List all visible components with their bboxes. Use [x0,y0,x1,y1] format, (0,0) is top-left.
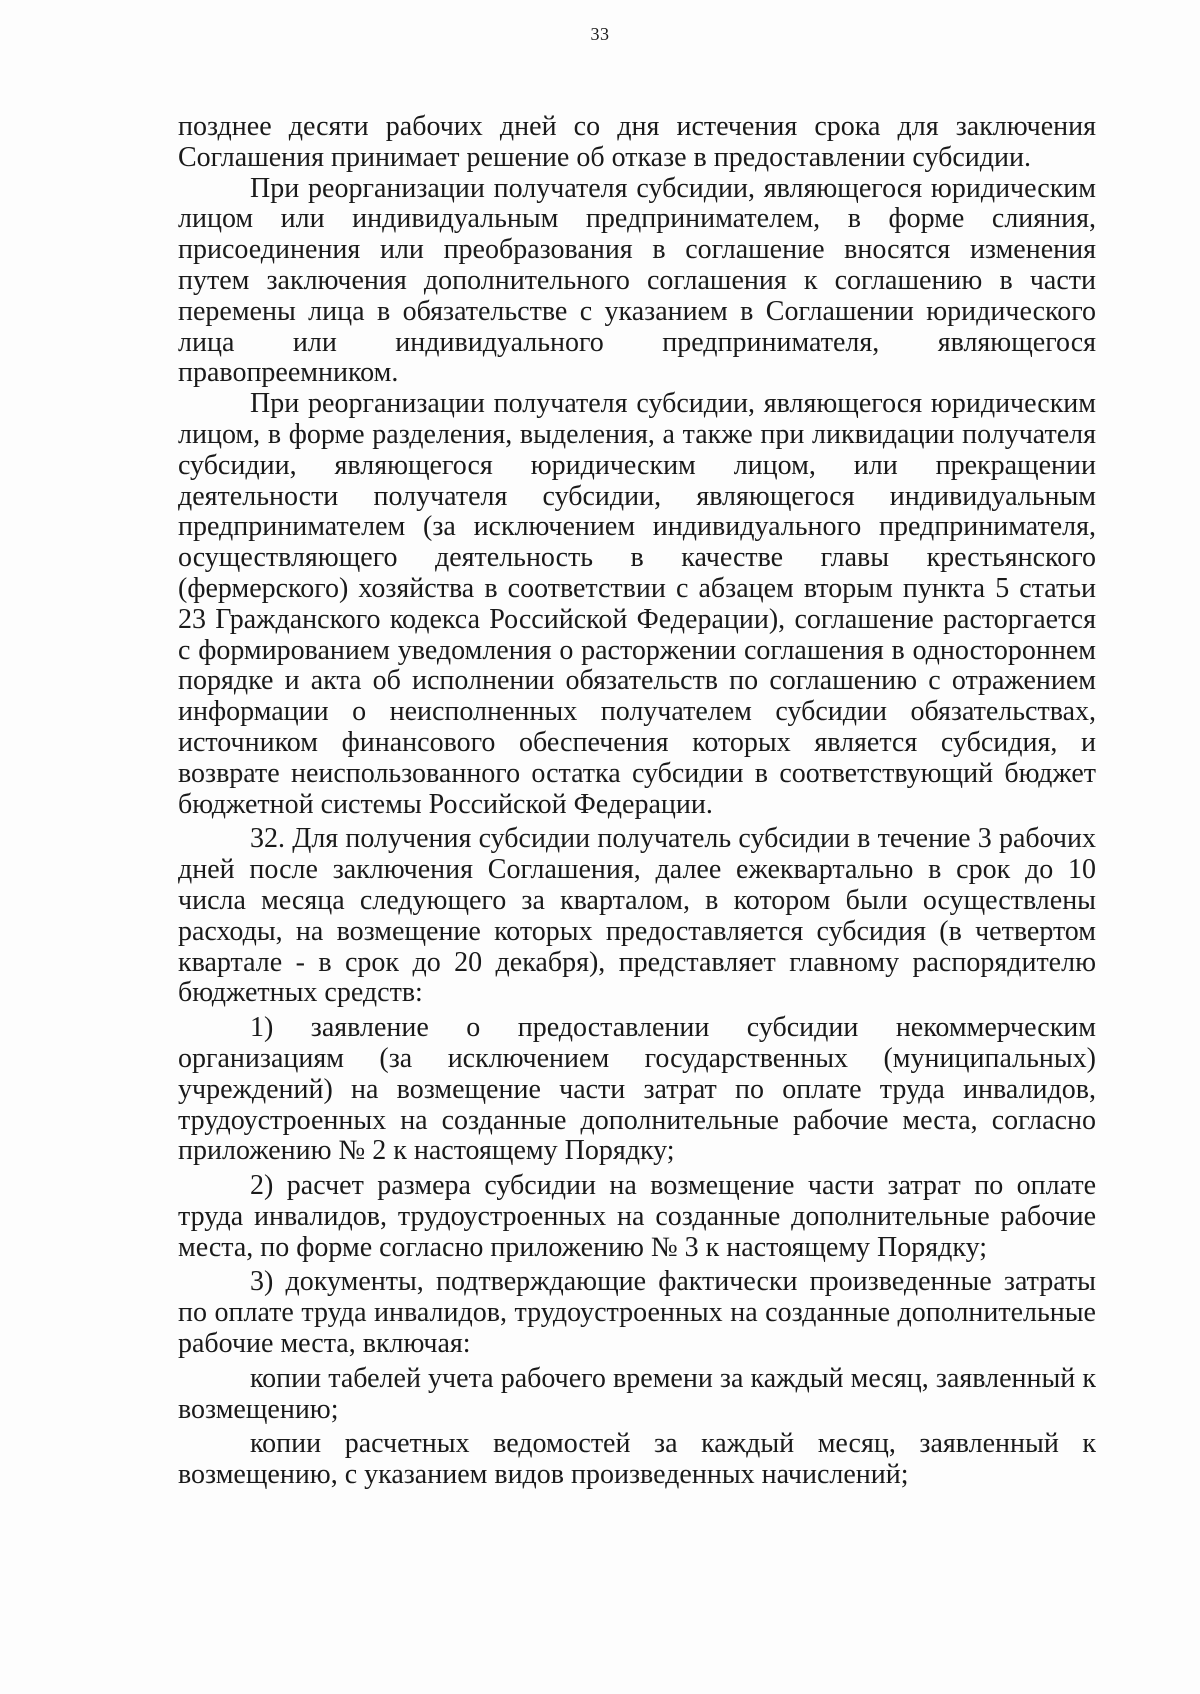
list-item-3: 3) документы, подтверждающие фактически произведенные затраты по оплате труда инвалидов, трудоустроенных на созданные дополнительные рабочие места, включая: [178,1266,1096,1360]
page-number: 33 [590,24,610,44]
paragraph-reorganization-division: При реорганизации получателя субсидии, являющегося юридическим лицом, в форме разделения, выделения, а также при ликвидации получателя субсидии, являющегося юридическим лицом, или прекращении деятельности получателя субсидии, являющегося индивидуальным предпринимателем (за исключением индивидуального предпринимателя, осуществляющего деятельность в качестве главы крестьянского (фермерского) хозяйства в соответствии с абзацем вторым пункта 5 статьи 23 Гражданского кодекса Российской Федерации), соглашение расторгается с формированием уведомления о расторжении соглашения в одностороннем порядке и акта об исполнении обязательств по соглашению с отражением информации о неисполненных получателем субсидии обязательствах, источником финансового обеспечения которых является субсидия, и возврате неиспользованного остатка субсидии в соответствующий бюджет бюджетной системы Российской Федерации. [178,388,1096,820]
list-item-2: 2) расчет размера субсидии на возмещение части затрат по оплате труда инвалидов, трудоустроенных на созданные дополнительные рабочие места, по форме согласно приложению № 3 к настоящему Порядку; [178,1170,1096,1263]
list-subitem-payroll: копии расчетных ведомостей за каждый месяц, заявленный к возмещению, с указанием видов произведенных начислений; [178,1428,1096,1491]
document-body [178,112,1096,1491]
paragraph-reorganization-merger: При реорганизации получателя субсидии, являющегося юридическим лицом или индивидуальным предпринимателем, в форме слияния, присоединения или преобразования в соглашение вносятся изменения путем заключения дополнительного соглашения к соглашению в части перемены лица в обязательстве с указанием в Соглашении юридического лица или индивидуального предпринимателя, являющегося правопреемником. [178,172,1096,389]
list-subitem-timesheets: копии табелей учета рабочего времени за каждый месяц, заявленный к возмещению; [178,1362,1096,1425]
paragraph-item-32: 32. Для получения субсидии получатель субсидии в течение 3 рабочих дней после заключения Соглашения, далее ежеквартально в срок до 10 числа месяца следующего за кварталом, в котором были осуществлены расходы, на возмещение которых предоставляется субсидия (в четвертом квартале - в срок до 20 декабря), представляет главному распорядителю бюджетных средств: [178,823,1096,1009]
paragraph-continuation: позднее десяти рабочих дней со дня истечения срока для заключения Соглашения принимает решение об отказе в предоставлении субсидии. [178,111,1096,173]
list-item-1: 1) заявление о предоставлении субсидии некоммерческим организациям (за исключением государственных (муниципальных) учреждений) на возмещение части затрат по оплате труда инвалидов, трудоустроенных на созданные дополнительные рабочие места, согласно приложению № 2 к настоящему Порядку; [178,1012,1096,1167]
